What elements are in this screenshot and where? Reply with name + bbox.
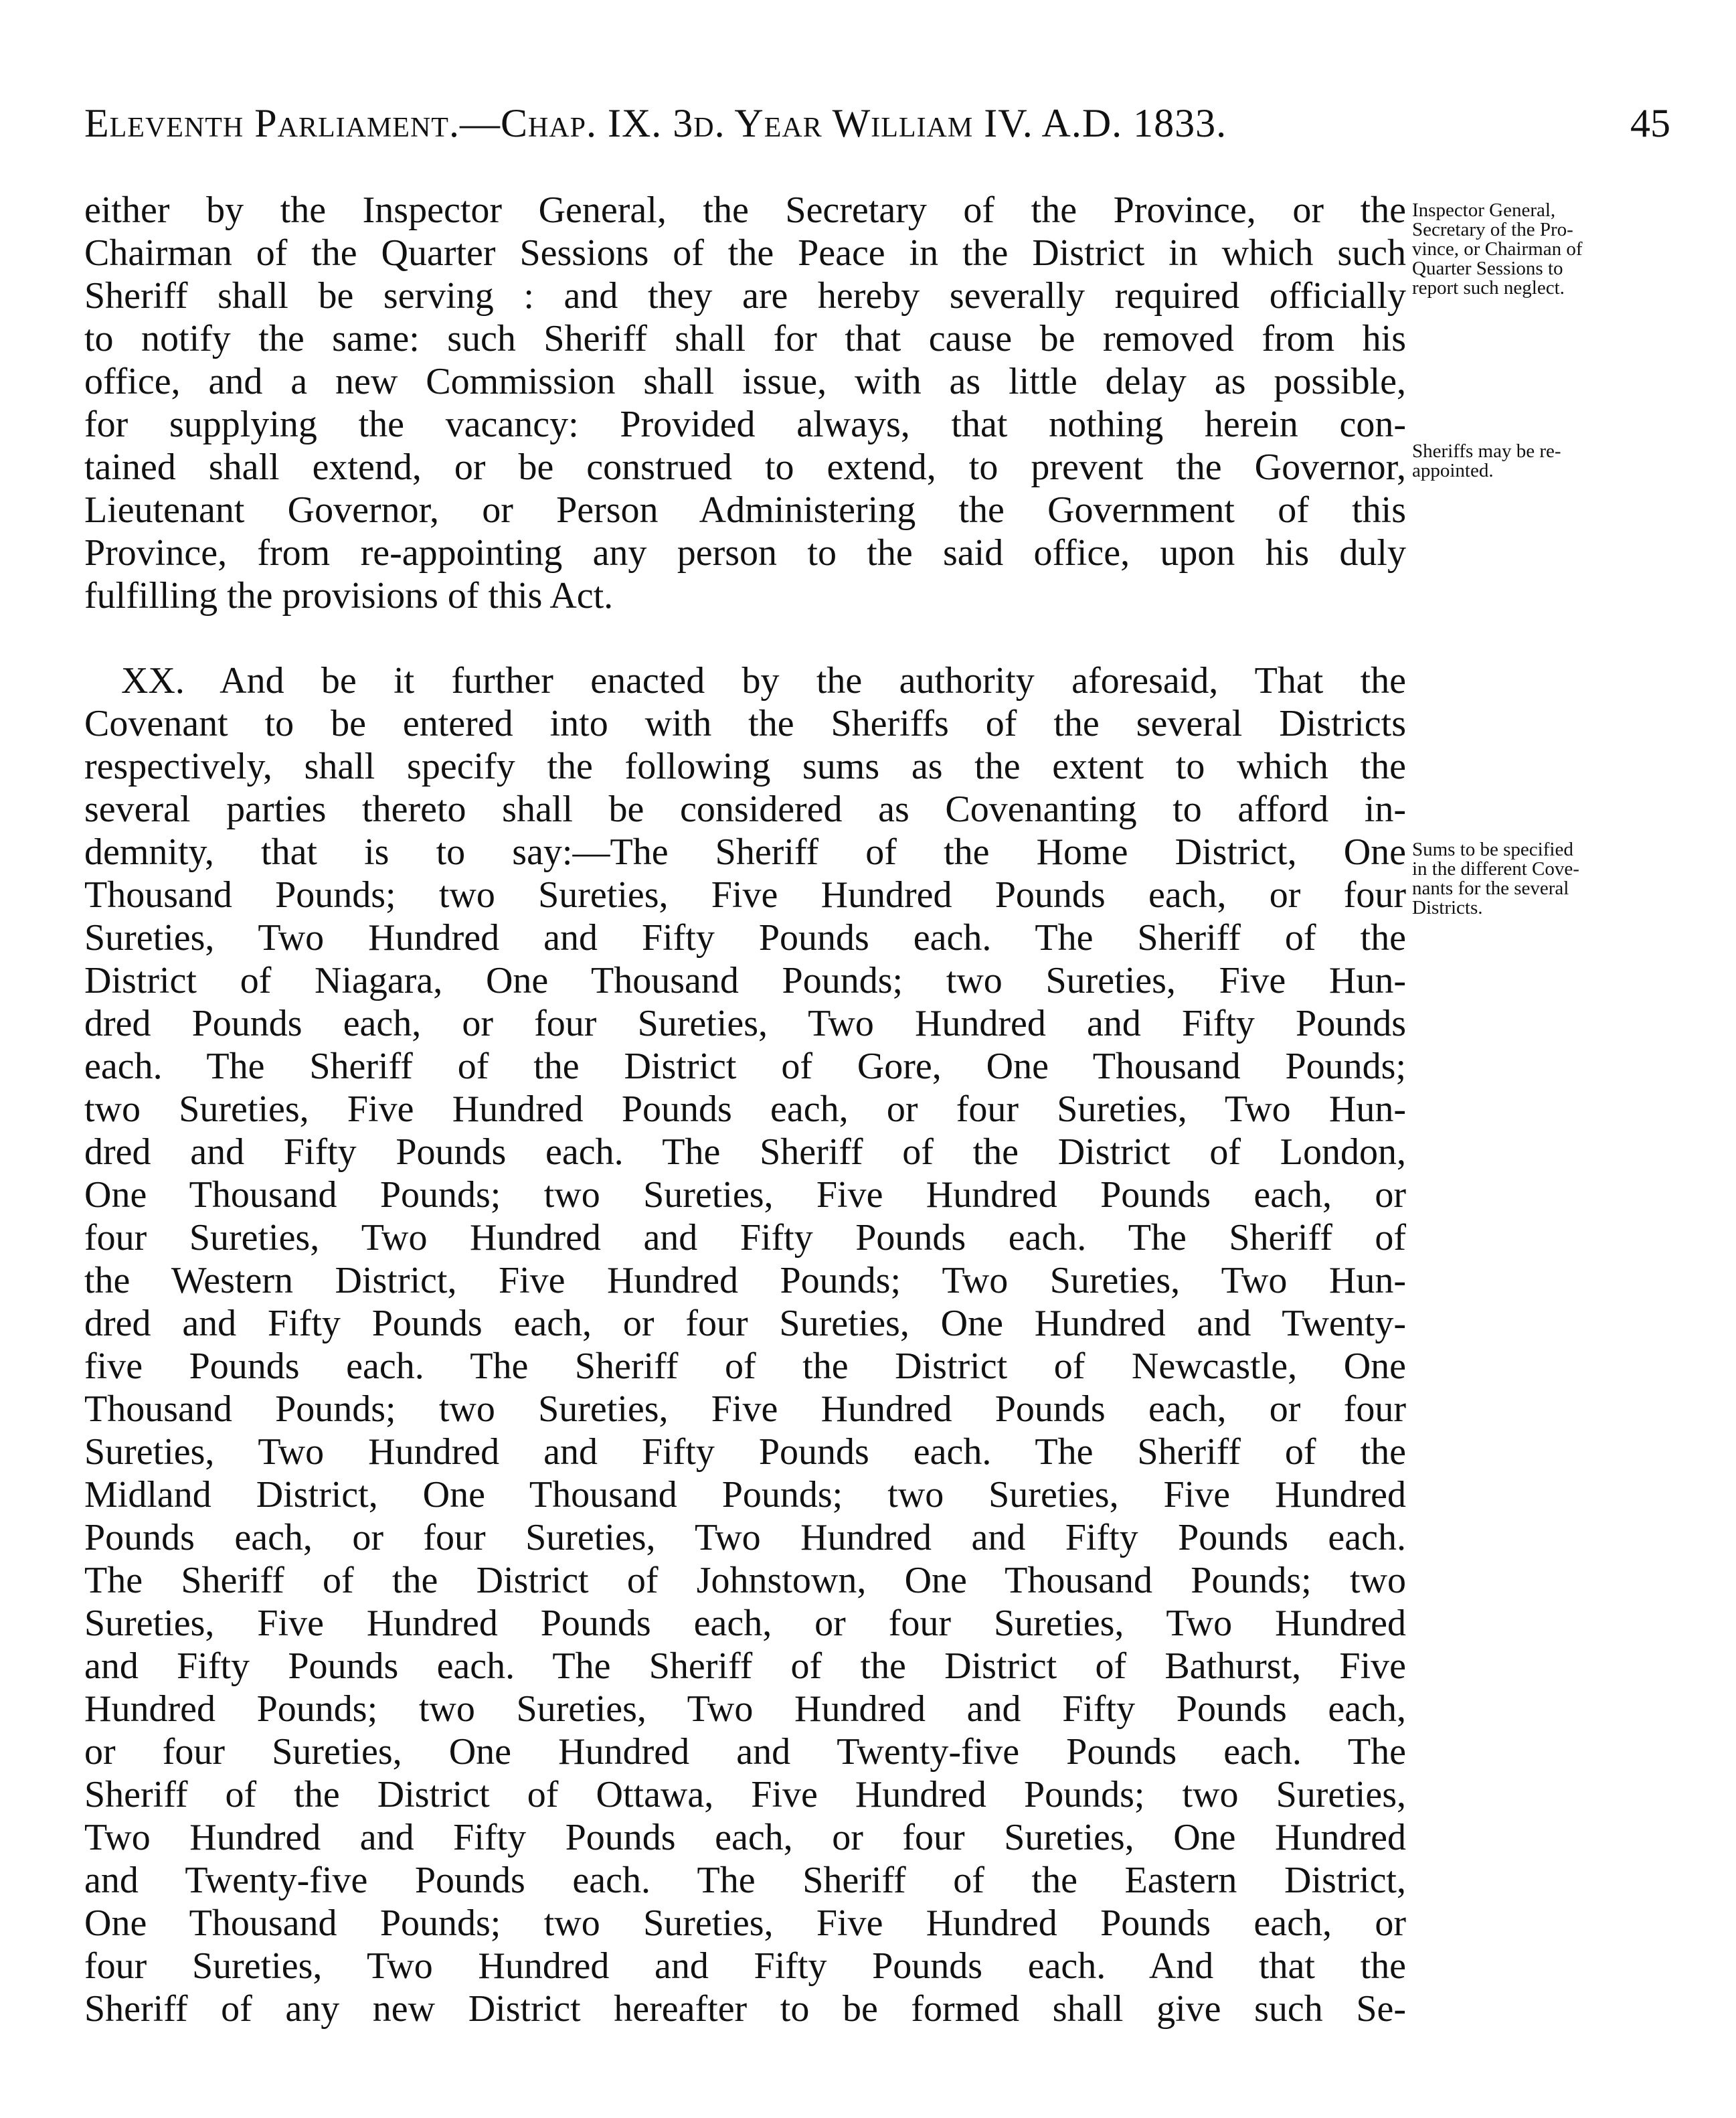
text-line: Thousand Pounds; two Sureties, Five Hundred Pounds each, or four bbox=[84, 1388, 1406, 1430]
text-line: demnity, that is to say:—The Sheriff of the Home District, One bbox=[84, 831, 1406, 873]
text-line: The Sheriff of the District of Johnstown, One Thousand Pounds; two bbox=[84, 1560, 1406, 1601]
text-line: XX. And be it further enacted by the authority aforesaid, That the bbox=[121, 660, 1406, 702]
text-line: several parties thereto shall be considered as Covenanting to afford in- bbox=[84, 789, 1406, 830]
text-line: Hundred Pounds; two Sureties, Two Hundred and Fifty Pounds each, bbox=[84, 1688, 1406, 1730]
text-line: Sheriff shall be serving : and they are hereby severally required officially bbox=[84, 275, 1406, 317]
text-line: either by the Inspector General, the Secretary of the Province, or the bbox=[84, 189, 1406, 231]
margin-note-line: Sums to be specified bbox=[1412, 839, 1573, 860]
text-line: the Western District, Five Hundred Pounds; Two Sureties, Two Hun- bbox=[84, 1260, 1406, 1301]
text-line: Thousand Pounds; two Sureties, Five Hundred Pounds each, or four bbox=[84, 874, 1406, 916]
text-line: four Sureties, Two Hundred and Fifty Pounds each. And that the bbox=[84, 1945, 1406, 1987]
text-line: Sureties, Two Hundred and Fifty Pounds each. The Sheriff of the bbox=[84, 1431, 1406, 1473]
text-line: District of Niagara, One Thousand Pounds; two Sureties, Five Hun- bbox=[84, 960, 1406, 1001]
running-head bbox=[84, 100, 1670, 154]
paragraph-continuation bbox=[84, 189, 1406, 617]
text-line: or four Sureties, One Hundred and Twenty-five Pounds each. The bbox=[84, 1731, 1406, 1773]
text-line: two Sureties, Five Hundred Pounds each, or four Sureties, Two Hun- bbox=[84, 1088, 1406, 1130]
text-line: five Pounds each. The Sheriff of the District of Newcastle, One bbox=[84, 1346, 1406, 1387]
margin-note-sheriffs-reappointed bbox=[1412, 442, 1666, 481]
page-number: 45 bbox=[1630, 101, 1670, 145]
text-line: dred Pounds each, or four Sureties, Two Hundred and Fifty Pounds bbox=[84, 1003, 1406, 1044]
text-line: Sureties, Five Hundred Pounds each, or four Sureties, Two Hundred bbox=[84, 1603, 1406, 1644]
text-line: respectively, shall specify the following sums as the extent to which the bbox=[84, 746, 1406, 787]
text-line: Sureties, Two Hundred and Fifty Pounds each. The Sheriff of the bbox=[84, 917, 1406, 959]
text-line: One Thousand Pounds; two Sureties, Five Hundred Pounds each, or bbox=[84, 1174, 1406, 1216]
margin-note-line: nants for the several bbox=[1412, 878, 1569, 899]
text-line: and Twenty-five Pounds each. The Sheriff of the Eastern District, bbox=[84, 1860, 1406, 1901]
text-line: to notify the same: such Sheriff shall for that cause be removed from his bbox=[84, 318, 1406, 359]
text-line: fulfilling the provisions of this Act. bbox=[84, 575, 614, 617]
margin-note-line: appointed. bbox=[1412, 460, 1494, 481]
text-line: Pounds each, or four Sureties, Two Hundred and Fifty Pounds each. bbox=[84, 1517, 1406, 1558]
text-line: Midland District, One Thousand Pounds; two Sureties, Five Hundred bbox=[84, 1474, 1406, 1516]
text-line: tained shall extend, or be construed to extend, to prevent the Governor, bbox=[84, 446, 1406, 488]
margin-note-sums-specified bbox=[1412, 840, 1666, 918]
text-line: each. The Sheriff of the District of Gore, One Thousand Pounds; bbox=[84, 1046, 1406, 1087]
text-line: Two Hundred and Fifty Pounds each, or four Sureties, One Hundred bbox=[84, 1817, 1406, 1858]
text-line: dred and Fifty Pounds each. The Sheriff of the District of London, bbox=[84, 1131, 1406, 1173]
text-line: and Fifty Pounds each. The Sheriff of the District of Bathurst, Five bbox=[84, 1645, 1406, 1687]
text-line: for supplying the vacancy: Provided always, that nothing herein con- bbox=[84, 404, 1406, 445]
text-line: One Thousand Pounds; two Sureties, Five Hundred Pounds each, or bbox=[84, 1902, 1406, 1944]
text-line: office, and a new Commission shall issue, with as little delay as possible, bbox=[84, 361, 1406, 402]
text-line: dred and Fifty Pounds each, or four Sureties, One Hundred and Twenty- bbox=[84, 1303, 1406, 1344]
margin-note-line: in the different Cove- bbox=[1412, 858, 1579, 880]
text-line: four Sureties, Two Hundred and Fifty Pounds each. The Sheriff of bbox=[84, 1217, 1406, 1258]
margin-note-line: vince, or Chairman of bbox=[1412, 238, 1583, 260]
margin-note-inspector-general bbox=[1412, 201, 1666, 298]
margin-note-line: Secretary of the Pro- bbox=[1412, 219, 1573, 240]
text-line: Province, from re-appointing any person to the said office, upon his duly bbox=[84, 532, 1406, 574]
margin-note-line: Quarter Sessions to bbox=[1412, 258, 1563, 279]
text-line: Covenant to be entered into with the Sheriffs of the several Districts bbox=[84, 703, 1406, 744]
margin-note-line: report such neglect. bbox=[1412, 277, 1565, 299]
running-head-title: Eleventh Parliament.—Chap. IX. 3d. Year William IV. A.D. 1833. bbox=[84, 101, 1227, 145]
margin-note-line: Sheriffs may be re- bbox=[1412, 440, 1561, 462]
margin-note-line: Inspector General, bbox=[1412, 199, 1556, 221]
margin-note-line: Districts. bbox=[1412, 897, 1483, 918]
text-line: Sheriff of any new District hereafter to be formed shall give such Se- bbox=[84, 1988, 1406, 2030]
text-line: Sheriff of the District of Ottawa, Five Hundred Pounds; two Sureties, bbox=[84, 1774, 1406, 1815]
text-line: Chairman of the Quarter Sessions of the Peace in the District in which such bbox=[84, 232, 1406, 274]
text-line: Lieutenant Governor, or Person Administering the Government of this bbox=[84, 489, 1406, 531]
section-xx-paragraph bbox=[84, 659, 1406, 2030]
